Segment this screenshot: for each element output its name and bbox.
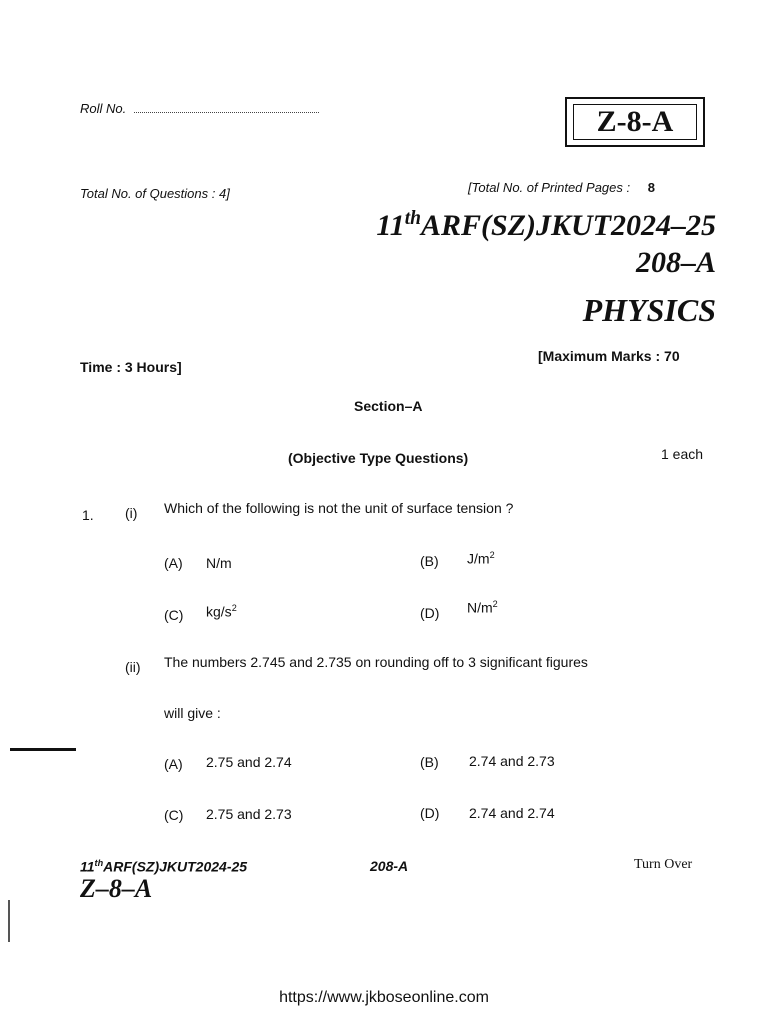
footer-exam-code-prefix: 11 bbox=[80, 858, 95, 875]
source-url: https://www.jkboseonline.com bbox=[279, 989, 489, 1006]
subquestion-ii-text-line2: will give : bbox=[164, 705, 221, 721]
roll-no-field bbox=[80, 101, 319, 116]
exam-code-sup: th bbox=[404, 208, 421, 229]
option-d-label: (D) bbox=[420, 605, 440, 621]
exam-code-suffix: ARF(SZ)JKUT2024–25 bbox=[420, 209, 716, 242]
printed-pages-label: [Total No. of Printed Pages : bbox=[468, 180, 631, 195]
footer-exam-code bbox=[80, 858, 247, 875]
subquestion-ii-number: (ii) bbox=[125, 659, 141, 675]
subject-code: 208–A bbox=[635, 246, 716, 279]
margin-line bbox=[8, 900, 10, 942]
option-a-label: (A) bbox=[164, 555, 183, 571]
option-a-text: N/m bbox=[206, 555, 232, 571]
paper-code: Z-8-A bbox=[573, 104, 697, 140]
option-b-label: (B) bbox=[420, 553, 439, 569]
roll-no-blank bbox=[134, 112, 319, 113]
option-c-sup: 2 bbox=[231, 603, 237, 613]
total-questions: Total No. of Questions : 4] bbox=[80, 186, 230, 201]
option-b-text: 2.74 and 2.73 bbox=[469, 753, 555, 769]
exam-code-prefix: 11 bbox=[376, 209, 405, 242]
margin-mark bbox=[10, 748, 76, 751]
option-d bbox=[467, 599, 498, 616]
option-c bbox=[206, 603, 237, 620]
printed-pages bbox=[468, 180, 655, 195]
exam-code bbox=[376, 208, 716, 243]
option-d-sup: 2 bbox=[492, 599, 498, 609]
roll-no-label: Roll No. bbox=[80, 101, 130, 116]
option-d-label: (D) bbox=[420, 805, 440, 821]
subquestion-i-text: Which of the following is not the unit of surface tension ? bbox=[164, 500, 514, 516]
option-d-text: N/m bbox=[467, 599, 493, 616]
question-number: 1. bbox=[82, 507, 94, 523]
section-title: Section–A bbox=[354, 398, 423, 414]
time-allowed: Time : 3 Hours] bbox=[80, 359, 182, 375]
footer-exam-code-suffix: ARF(SZ)JKUT2024-25 bbox=[103, 858, 248, 875]
turn-over: Turn Over bbox=[634, 857, 693, 872]
footer-exam-code-sup: th bbox=[94, 858, 104, 868]
option-b-text: J/m bbox=[467, 550, 490, 567]
footer-paper-code: Z–8–A bbox=[80, 874, 153, 903]
option-b-sup: 2 bbox=[489, 550, 495, 560]
option-c-label: (C) bbox=[164, 807, 184, 823]
subject-title: PHYSICS bbox=[582, 292, 716, 328]
option-a-label: (A) bbox=[164, 756, 183, 772]
option-b bbox=[467, 550, 495, 567]
maximum-marks: [Maximum Marks : 70 bbox=[538, 348, 680, 364]
option-c-text: kg/s bbox=[206, 603, 232, 620]
paper-code-box bbox=[565, 97, 705, 147]
section-marks: 1 each bbox=[661, 446, 704, 462]
option-d-text: 2.74 and 2.74 bbox=[469, 805, 555, 821]
footer-subject-code: 208-A bbox=[370, 858, 409, 874]
option-a-text: 2.75 and 2.74 bbox=[206, 754, 292, 770]
option-c-label: (C) bbox=[164, 607, 184, 623]
subquestion-ii-text-line1: The numbers 2.745 and 2.735 on rounding off to 3 significant figures bbox=[164, 654, 588, 670]
section-subtitle: (Objective Type Questions) bbox=[288, 450, 469, 466]
subquestion-i-number: (i) bbox=[125, 505, 138, 521]
option-c-text: 2.75 and 2.73 bbox=[206, 806, 292, 822]
printed-pages-value: 8 bbox=[647, 180, 655, 195]
option-b-label: (B) bbox=[420, 754, 439, 770]
